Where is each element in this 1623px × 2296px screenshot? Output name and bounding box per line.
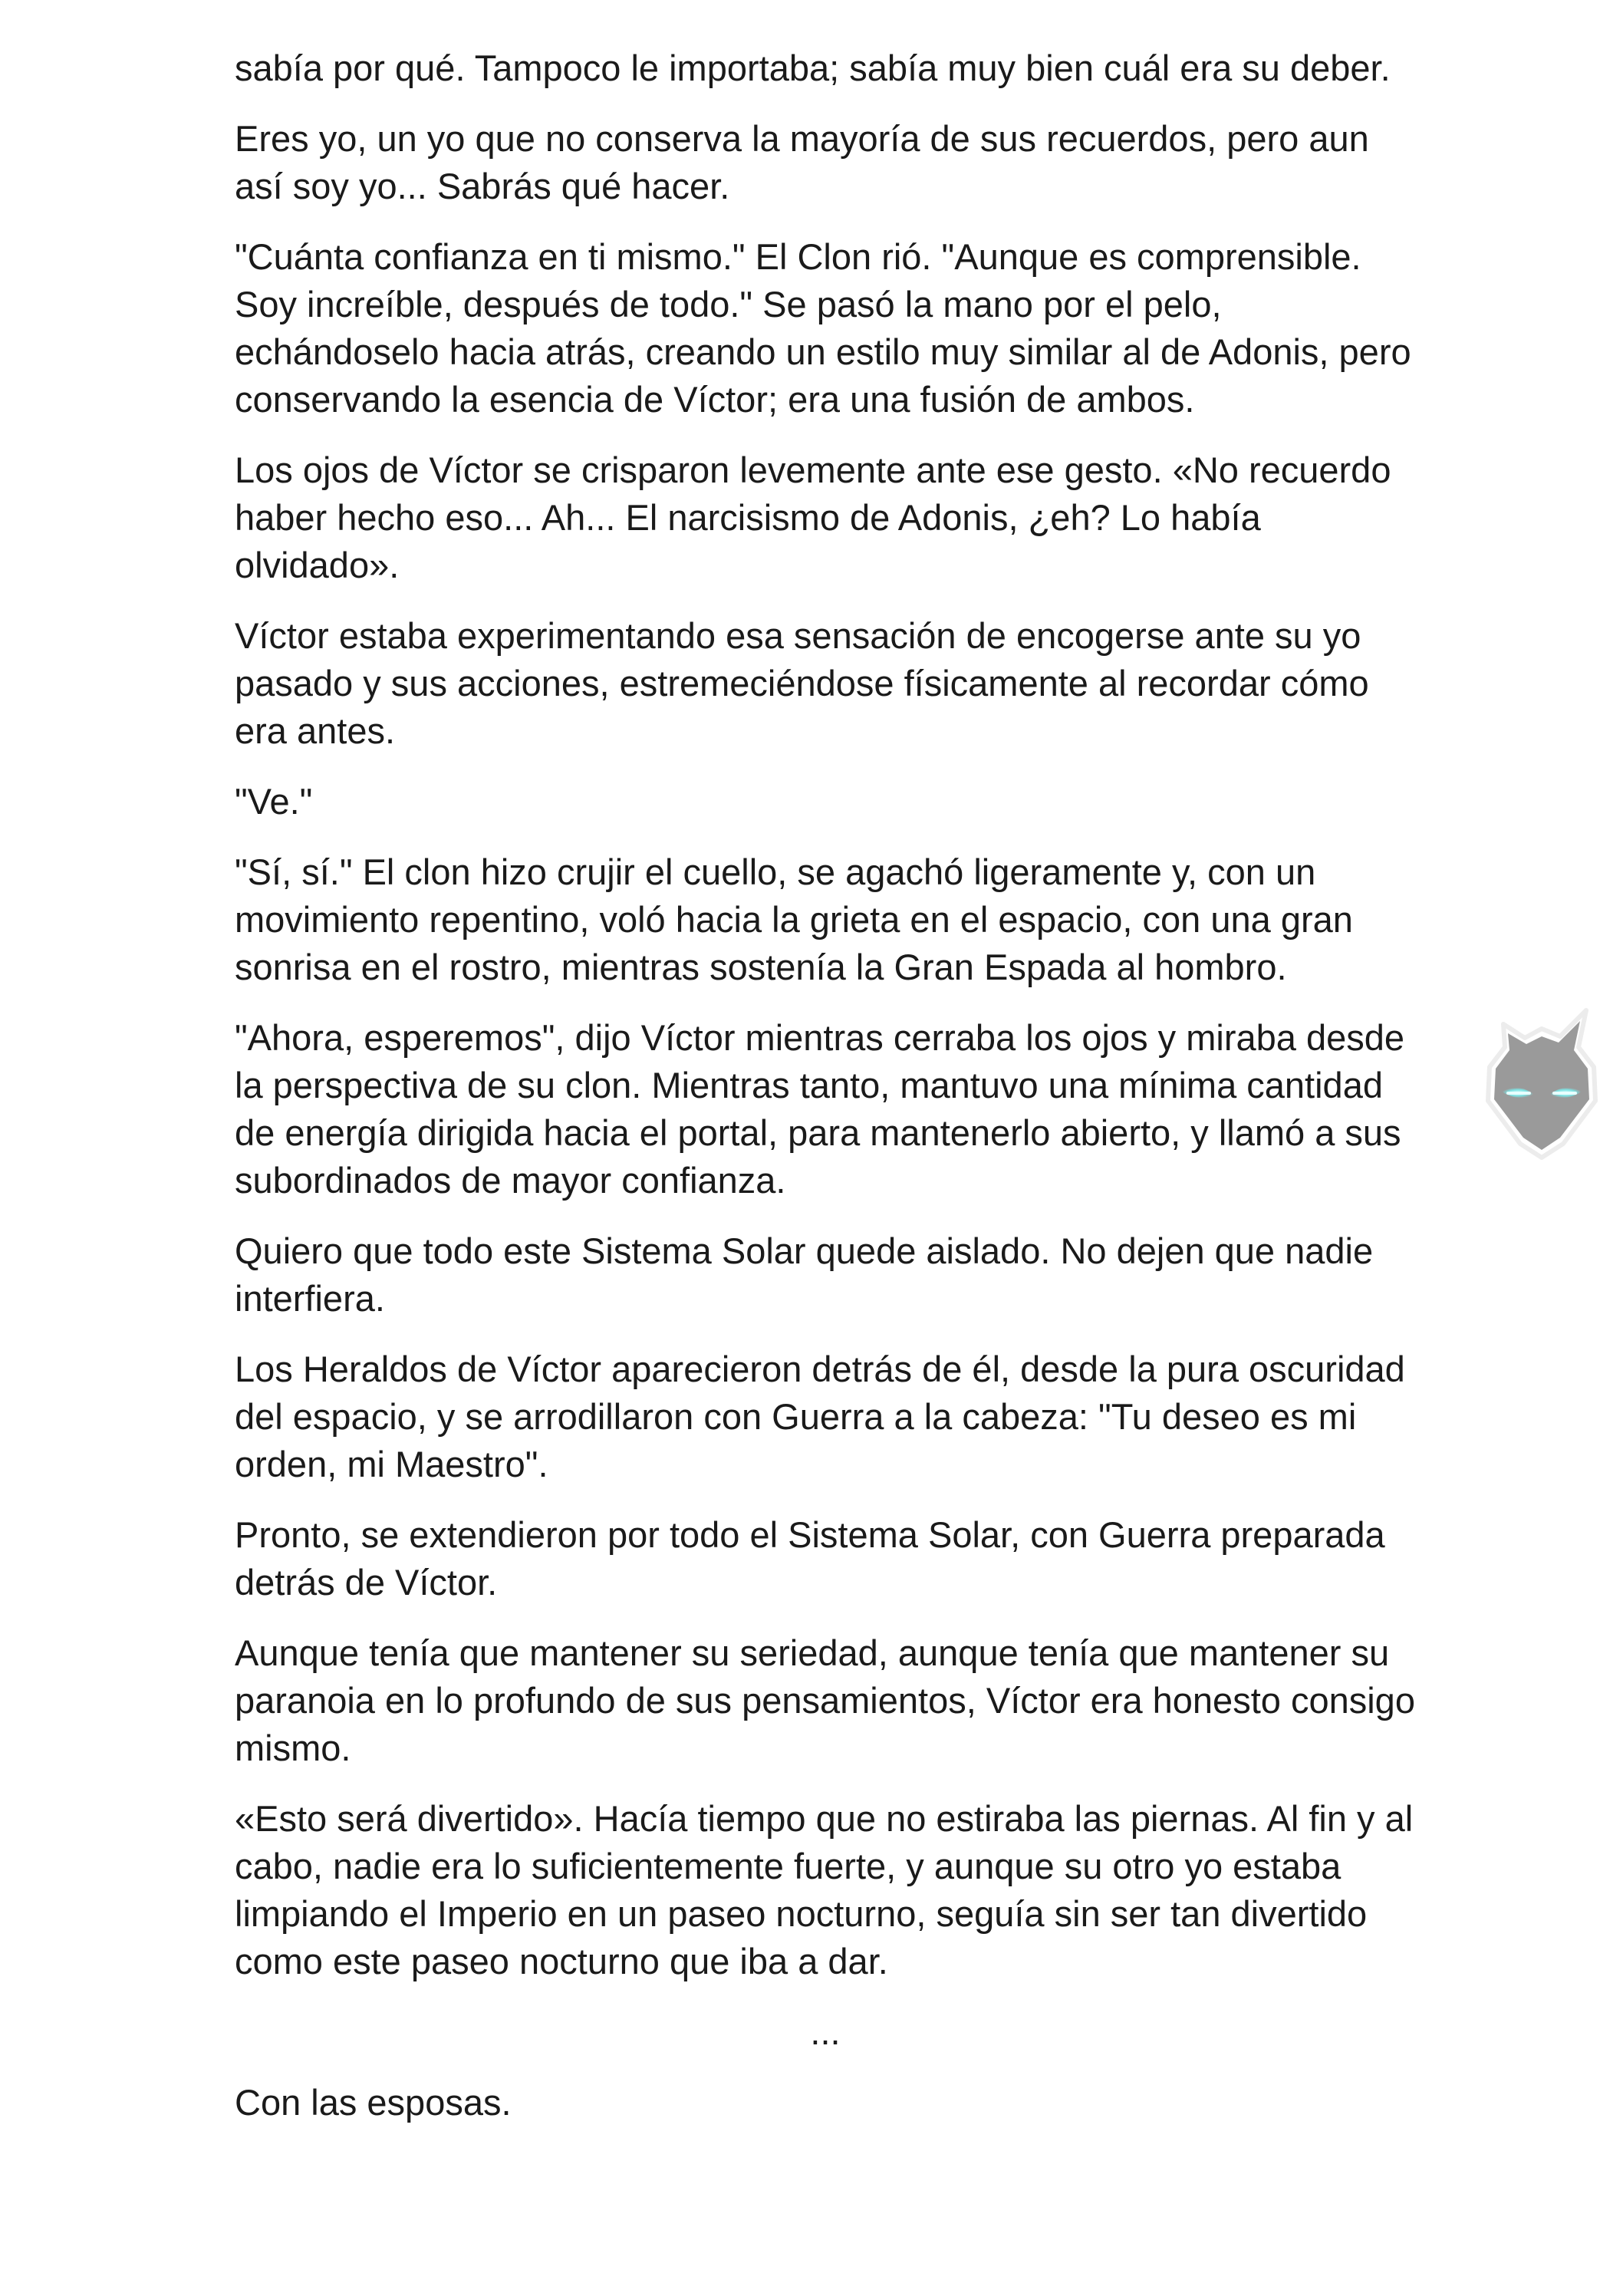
paragraph-9: Quiero que todo este Sistema Solar quede aislado. No dejen que nadie interfiera.: [235, 1230, 1374, 1319]
closing-paragraph: Con las esposas.: [235, 2082, 512, 2123]
demon-head-icon: [1471, 993, 1612, 1170]
scene-separator: ...: [810, 2011, 841, 2052]
paragraph-8: "Ahora, esperemos", dijo Víctor mientras cerraba los ojos y miraba desde la perspectiva de su clon. Mientras tanto, mantuvo una mínima cantidad de energía dirigida hacia el portal, para mantenerlo abierto, y llamó a sus subordinados de mayor confianza.: [235, 1017, 1404, 1201]
paragraph-6: "Ve.": [235, 781, 313, 822]
paragraph-12: Aunque tenía que mantener su seriedad, aunque tenía que mantener su paranoia en lo profundo de sus pensamientos, Víctor era honesto consigo mismo.: [235, 1632, 1415, 1768]
paragraph-13: «Esto será divertido». Hacía tiempo que no estiraba las piernas. Al fin y al cabo, nadie era lo suficientemente fuerte, y aunque su otro yo estaba limpiando el Imperio en un paseo nocturno, seguía sin ser tan divertido como este paseo nocturno que iba a dar.: [235, 1798, 1414, 1981]
paragraph-10: Los Heraldos de Víctor aparecieron detrás de él, desde la pura oscuridad del espacio, y se arrodillaron con Guerra a la cabeza: "Tu deseo es mi orden, mi Maestro".: [235, 1349, 1405, 1484]
document-page: [235, 44, 1416, 2149]
paragraph-7: "Sí, sí." El clon hizo crujir el cuello, se agachó ligeramente y, con un movimiento repentino, voló hacia la grieta en el espacio, con una gran sonrisa en el rostro, mientras sostenía la Gran Espada al hombro.: [235, 852, 1353, 987]
paragraph-11: Pronto, se extendieron por todo el Sistema Solar, con Guerra preparada detrás de Víctor.: [235, 1514, 1385, 1603]
paragraph-2: Eres yo, un yo que no conserva la mayoría de sus recuerdos, pero aun así soy yo... Sabrás qué hacer.: [235, 118, 1369, 206]
paragraph-3: "Cuánta confianza en ti mismo." El Clon rió. "Aunque es comprensible. Soy increíble, después de todo." Se pasó la mano por el pelo, echándoselo hacia atrás, creando un estilo muy similar al de Adonis, pero conservando la esencia de Víctor; era una fusión de ambos.: [235, 236, 1411, 420]
paragraph-5: Víctor estaba experimentando esa sensación de encogerse ante su yo pasado y sus acciones, estremeciéndose físicamente al recordar cómo era antes.: [235, 615, 1369, 751]
paragraph-1: sabía por qué. Tampoco le importaba; sabía muy bien cuál era su deber.: [235, 48, 1391, 88]
paragraph-4: Los ojos de Víctor se crisparon levemente ante ese gesto. «No recuerdo haber hecho eso... Ah... El narcisismo de Adonis, ¿eh? Lo había olvidado».: [235, 450, 1391, 585]
